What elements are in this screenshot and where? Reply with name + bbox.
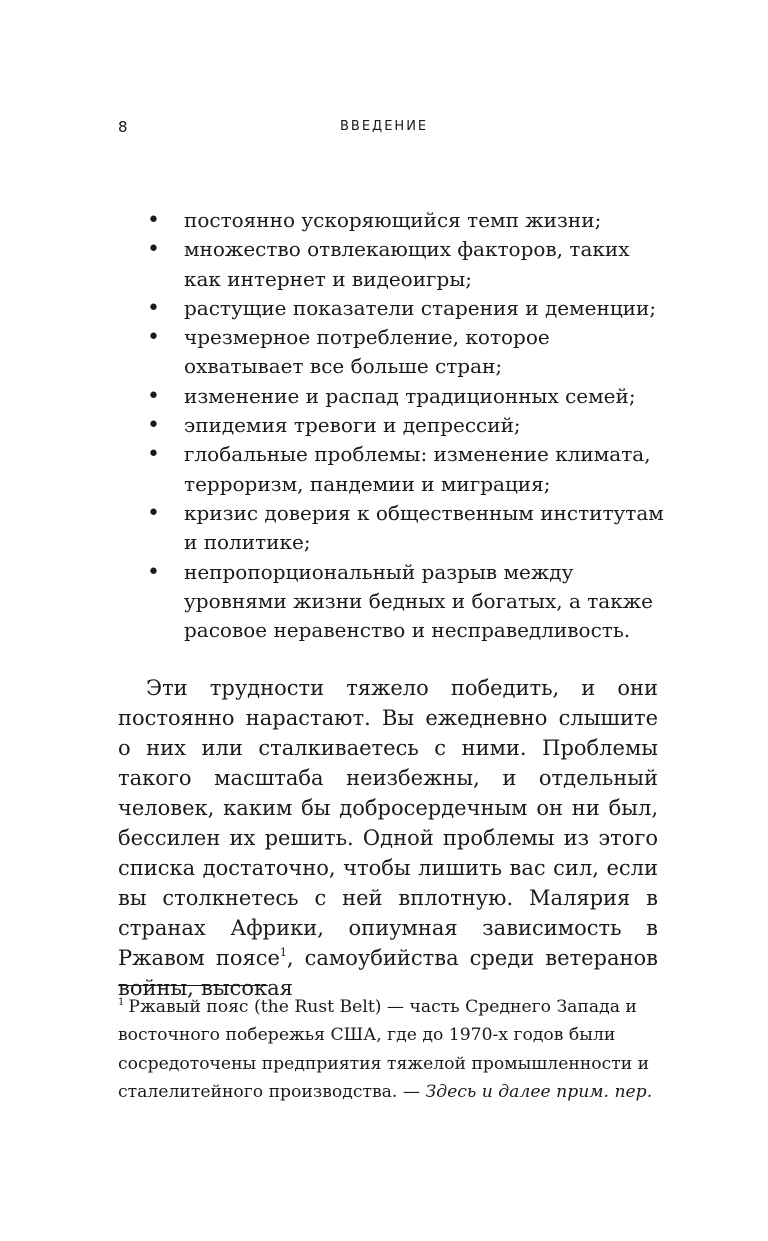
list-item-text: эпидемия тревоги и депрессий; bbox=[184, 413, 521, 438]
list-item-text: постоянно ускоряющийся темп жизни; bbox=[184, 208, 602, 232]
bullet-list bbox=[147, 206, 667, 645]
bullet-icon: • bbox=[147, 325, 160, 351]
running-head: ВВЕДЕНИЕ bbox=[340, 119, 429, 134]
bullet-icon: • bbox=[147, 237, 160, 263]
list-item bbox=[147, 411, 667, 440]
paragraph-text-after-note: , самоубийства среди ветеранов войны, высокая bbox=[118, 946, 658, 1000]
bullet-icon: • bbox=[147, 208, 160, 233]
bullet-icon: • bbox=[147, 500, 160, 526]
footnote bbox=[118, 993, 663, 1106]
list-item bbox=[147, 558, 667, 646]
bullet-icon: • bbox=[147, 442, 160, 468]
list-item-text: непропорциональный разрыв между уровнями жизни бедных и богатых, а также расовое неравенство и несправедливость. bbox=[184, 559, 653, 643]
list-item bbox=[147, 323, 667, 382]
list-item-text: чрезмерное потребление, которое охватывает все больше стран; bbox=[184, 325, 550, 379]
list-item-text: множество отвлекающих факторов, таких как интернет и видеоигры; bbox=[184, 237, 630, 291]
list-item bbox=[147, 499, 667, 558]
footnote-divider bbox=[118, 985, 268, 986]
list-item bbox=[147, 206, 667, 235]
list-item bbox=[147, 294, 667, 323]
footnote-italic-note: Здесь и далее прим. пер. bbox=[425, 1081, 653, 1102]
list-item bbox=[147, 382, 667, 411]
page-number: 8 bbox=[118, 118, 129, 136]
body-paragraph bbox=[118, 673, 658, 1003]
list-item bbox=[147, 235, 667, 294]
footnote-text: Ржавый пояс (the Rust Belt) — часть Среднего Запада и восточного побережья США, где до 1970-х годов были сосредоточены предприятия тяжелой промышленности и сталелитейного производства. — bbox=[118, 997, 650, 1102]
footnote-mark: 1 bbox=[118, 997, 125, 1008]
footnote-reference[interactable]: 1 bbox=[279, 946, 287, 959]
paragraph-text-before-note: Эти трудности тяжело победить, и они постоянно нарастают. Вы ежедневно слышите о них или сталкиваетесь с ними. Проблемы такого масштаба неизбежны, и отдельный человек, каким бы добросердечным он ни был, бессилен их решить. Одной проблемы из этого списка достаточно, чтобы лишить вас сил, если вы столкнетесь с ней вплотную. Малярия в странах Африки, опиумная зависимость в Ржавом поясе bbox=[118, 676, 658, 970]
bullet-icon: • bbox=[147, 383, 160, 409]
bullet-icon: • bbox=[147, 559, 160, 585]
list-item bbox=[147, 440, 667, 499]
list-item-text: растущие показатели старения и деменции; bbox=[184, 295, 657, 320]
list-item-text: кризис доверия к общественным институтам и политике; bbox=[184, 500, 664, 555]
page-header bbox=[118, 118, 658, 138]
list-item-text: изменение и распад традиционных семей; bbox=[184, 383, 636, 408]
list-item-text: глобальные проблемы: изменение климата, терроризм, пандемии и миграция; bbox=[184, 442, 651, 496]
bullet-icon: • bbox=[147, 295, 160, 321]
bullet-icon: • bbox=[147, 413, 160, 439]
